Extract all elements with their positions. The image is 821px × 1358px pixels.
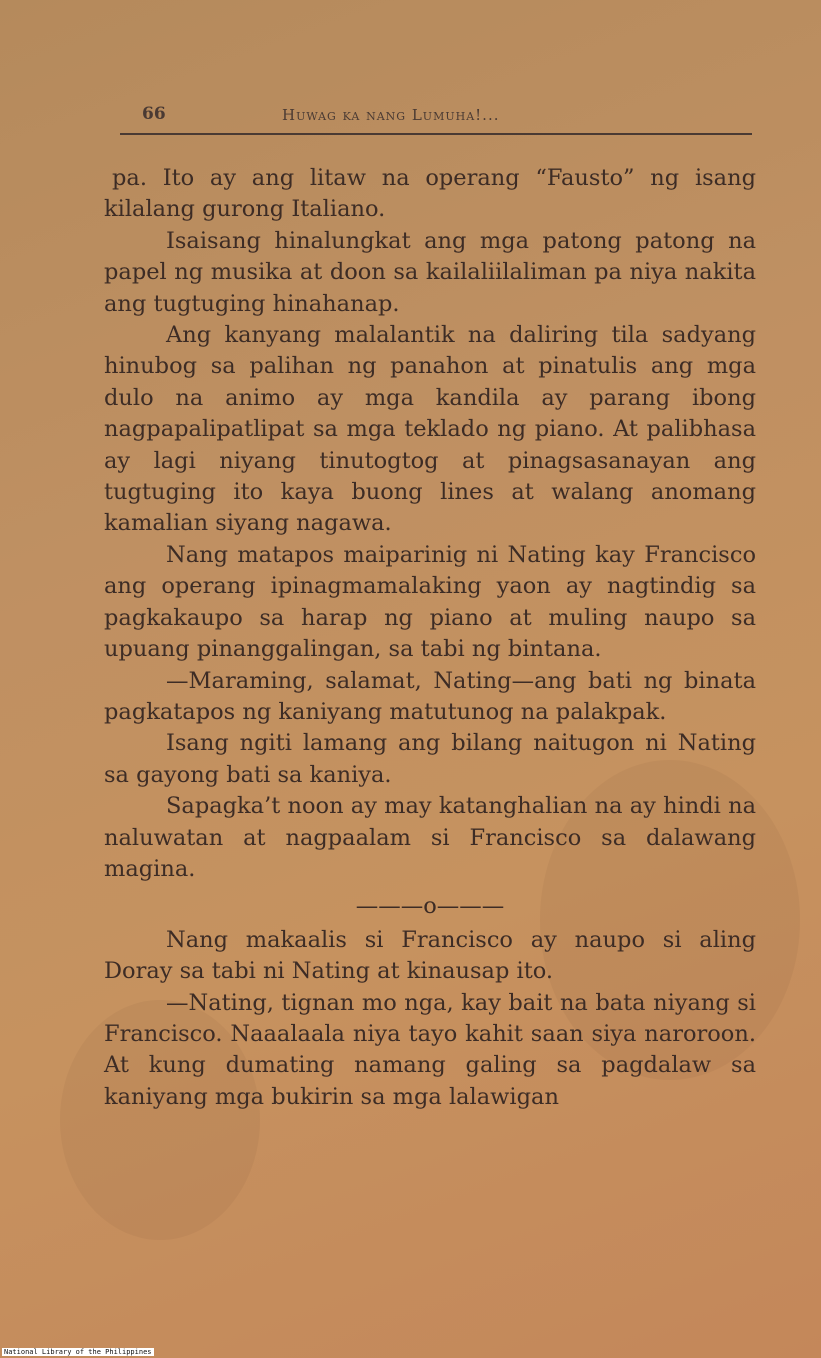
paragraph: —Nating, tignan mo nga, kay bait na bata niyang si Francisco. Naaalaala niya tayo kahit saan siya naroroon. At kung dumating namang galing sa pagdalaw sa kaniyang mga bukirin sa mga lalawigan (104, 989, 756, 1110)
paragraph: pa. Ito ay ang litaw na operang “Fausto” ng isang kilalang gurong Italiano. (104, 165, 756, 223)
running-title: Huwag ka nang Lumuha!... (282, 106, 500, 124)
paragraph: Nang matapos maiparinig ni Nating kay Francisco ang operang ipinagmamalaking yaon ay nagtindig sa pagkakaupo sa harap ng piano at muling naupo sa upuang pinanggalingan, sa tabi ng bintana. (104, 541, 756, 663)
header-rule (120, 133, 752, 135)
paragraph: Ang kanyang malalantik na daliring tila sadyang hinubog sa palihan ng panahon at pinatulis ang mga dulo na animo ay mga kandila ay parang ibong nagpapalipatlipat sa mga teklado ng piano. At palibhasa ay lagi niyang tinutogtog at pinagsasanayan ang tugtuging ito kaya buong lines at walang anomang kamalian siyang nagawa. (104, 322, 756, 537)
paragraph: Isang ngiti lamang ang bilang naitugon ni Nating sa gayong bati sa kaniya. (104, 730, 756, 788)
page-header (120, 100, 752, 130)
section-separator: ———o——— (355, 893, 505, 920)
paragraph: Nang makaalis si Francisco ay naupo si aling Doray sa tabi ni Nating at kinausap ito. (104, 926, 756, 985)
paragraph: Sapagka’t noon ay may katanghalian na ay hindi na naluwatan at nagpaalam si Francisco sa dalawang magina. (104, 793, 756, 882)
page-number: 66 (142, 104, 166, 124)
paragraph: —Maraming, salamat, Nating—ang bati ng binata pagkatapos ng kaniyang matutunog na palakpak. (104, 667, 756, 725)
library-footer: National Library of the Philippines (4, 1348, 152, 1356)
paragraph: Isaisang hinalungkat ang mga patong patong na papel ng musika at doon sa kailaliilaliman pa niya nakita ang tugtuging hinahanap. (104, 227, 756, 317)
body-text (104, 163, 756, 1113)
